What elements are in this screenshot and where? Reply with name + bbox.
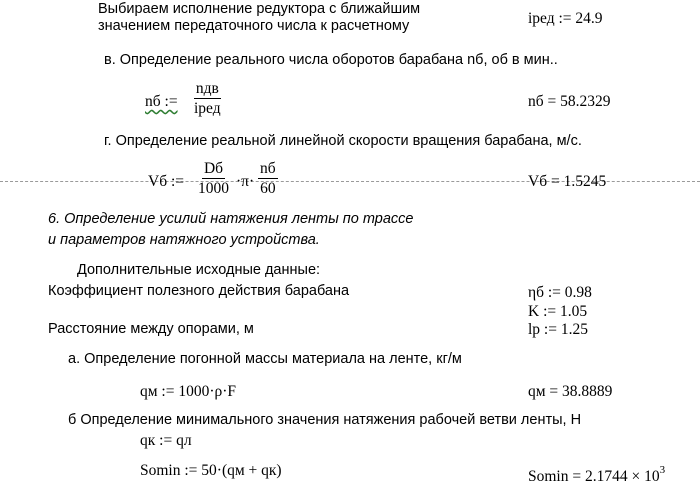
extra-data-heading: Дополнительные исходные данные:	[77, 262, 321, 278]
nb-fraction[interactable]	[192, 80, 223, 117]
vb-fraction-2-denominator: 60	[260, 180, 276, 197]
qk-assignment[interactable]: qк := qл	[140, 432, 192, 449]
support-distance-label: Расстояние между опорами, м	[48, 321, 254, 337]
nb-result[interactable]: nб = 58.2329	[528, 93, 611, 110]
somin-result-mantissa: Somin = 2.1744 × 10	[528, 468, 660, 485]
nb-lhs-text: nб :=	[145, 93, 178, 110]
vb-fraction-1-numerator: Dб	[203, 160, 224, 177]
section-b-heading: б Определение минимального значения натяжения рабочей ветви ленты, Н	[68, 412, 582, 428]
nb-definition-lhs[interactable]	[145, 93, 178, 110]
select-reducer-text-line2: значением передаточного числа к расчетному	[98, 18, 410, 34]
somin-formula[interactable]: Somin := 50·(qм + qк)	[140, 462, 282, 479]
vb-definition-lhs[interactable]: Vб :=	[148, 173, 185, 190]
select-reducer-text-line1: Выбираем исполнение редуктора с ближайшим	[98, 1, 421, 17]
vb-pi-factor: ·π·	[236, 173, 255, 190]
section-6-heading-line2: и параметров натяжного устройства.	[48, 232, 320, 248]
ired-assignment[interactable]: iред := 24.9	[528, 10, 603, 27]
nb-fraction-denominator: iред	[194, 100, 221, 117]
vb-fraction-2-numerator: nб	[260, 160, 276, 177]
vb-fraction-2[interactable]	[258, 160, 278, 197]
section-6-heading-line1: 6. Определение усилий натяжения ленты по трассе	[48, 211, 414, 227]
vb-fraction-1[interactable]	[196, 160, 231, 197]
section-a-heading: а. Определение погонной массы материала на ленте, кг/м	[68, 351, 462, 367]
k-assignment[interactable]: K := 1.05	[528, 303, 588, 320]
qm-result[interactable]: qм = 38.8889	[528, 383, 613, 400]
lp-assignment[interactable]: lр := 1.25	[528, 321, 588, 338]
vb-fraction-1-denominator: 1000	[198, 180, 229, 197]
section-g-heading: г. Определение реальной линейной скорости вращения барабана, м/с.	[104, 133, 582, 149]
efficiency-label: Коэффициент полезного действия барабана	[48, 283, 350, 299]
nb-fraction-numerator: nдв	[195, 80, 219, 97]
section-v-heading: в. Определение реального числа оборотов барабана nб, об в мин..	[104, 52, 558, 68]
somin-result-exponent: 3	[659, 464, 666, 476]
qm-formula[interactable]: qм := 1000·ρ·F	[140, 383, 237, 400]
eta-assignment[interactable]: ηб := 0.98	[528, 284, 592, 301]
somin-result[interactable]	[528, 462, 665, 485]
vb-result[interactable]: Vб = 1.5245	[528, 173, 607, 190]
